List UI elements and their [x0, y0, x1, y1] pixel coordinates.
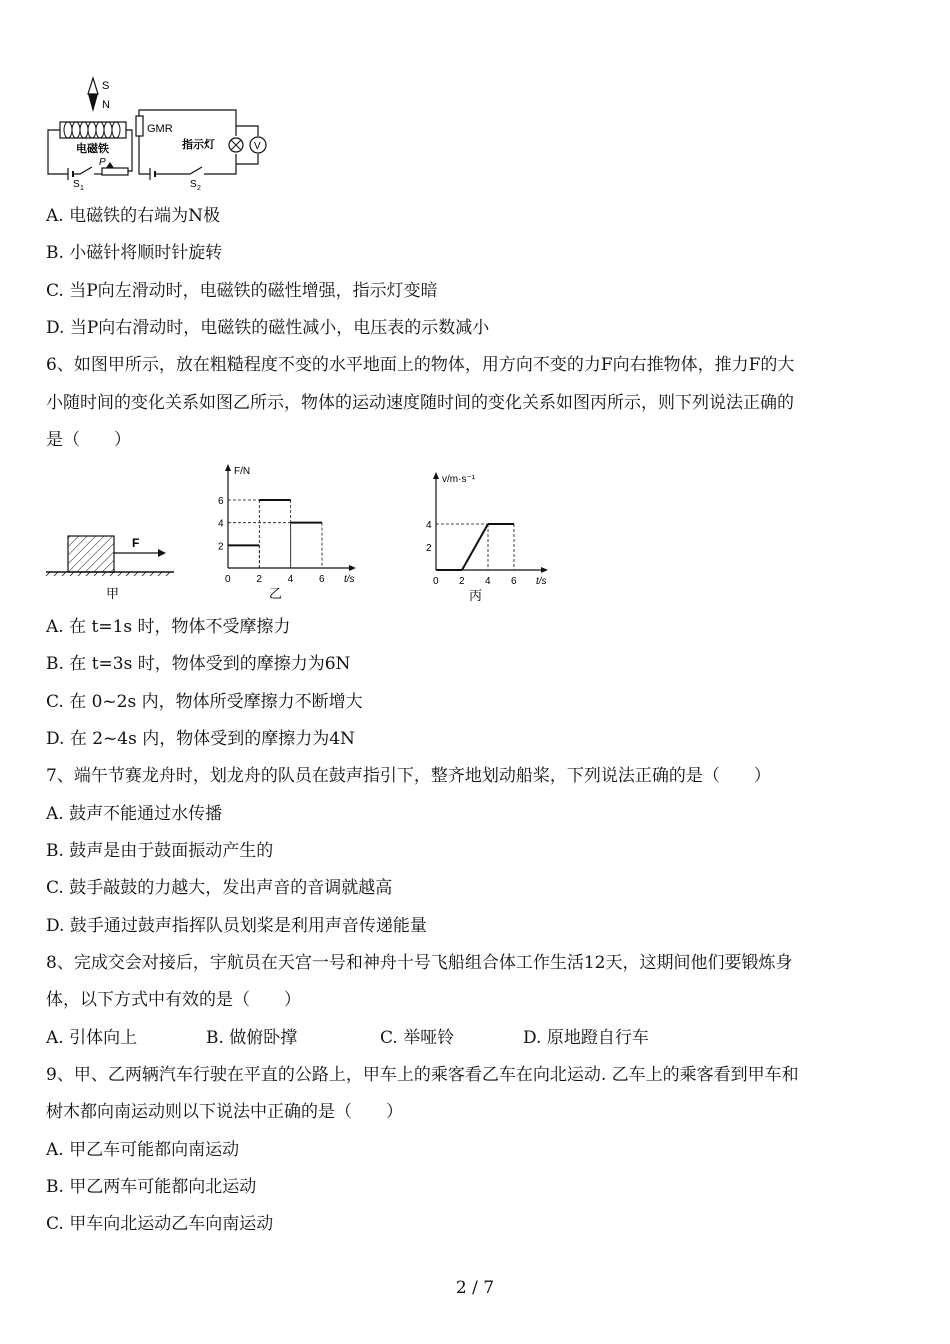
x-tick-label: 4: [287, 574, 294, 585]
q7-option-b: B. 鼓声是由于鼓面振动产生的: [46, 841, 274, 861]
q8-option-c: C. 举哑铃: [380, 1028, 455, 1048]
chart-yi: [204, 460, 384, 606]
x-axis-arrow: [349, 565, 356, 571]
q8-option-d: D. 原地蹬自行车: [523, 1028, 649, 1048]
q5-option-a: A. 电磁铁的右端为N极: [46, 206, 220, 226]
y-tick-label: 4: [426, 520, 432, 531]
x-axis-label: t/s: [344, 574, 355, 585]
circuit-figure: [40, 74, 270, 192]
slider-label: P: [99, 157, 106, 168]
switch2-label: S: [190, 179, 197, 190]
y-axis-label: F/N: [234, 466, 251, 477]
q9-stem-line-1: 9、甲、乙两辆汽车行驶在平直的公路上，甲车上的乘客看乙车在向北运动. 乙车上的乘客看到甲车和: [46, 1065, 799, 1085]
x-tick-label: 2: [256, 574, 262, 585]
y-tick-label: 2: [426, 543, 432, 554]
switch2-sub: 2: [197, 185, 201, 192]
x-tick-label: 2: [459, 576, 465, 587]
compass-n-label: N: [102, 99, 110, 111]
q6-option-d: D. 在 2~4s 内，物体受到的摩擦力为4N: [46, 729, 355, 749]
q9-option-b: B. 甲乙两车可能都向北运动: [46, 1177, 257, 1197]
force-label: F: [132, 536, 140, 550]
data-line-segment: [462, 524, 488, 570]
q6-stem-line-3: 是（ ）: [46, 430, 131, 450]
x-tick-label: 6: [319, 574, 325, 585]
gmr-label: GMR: [147, 123, 173, 135]
q8-option-a: A. 引体向上: [46, 1028, 138, 1048]
q8-option-b: B. 做俯卧撑: [206, 1028, 298, 1048]
q7-option-a: A. 鼓声不能通过水传播: [46, 804, 223, 824]
q6-option-b: B. 在 t=3s 时，物体受到的摩擦力为6N: [46, 654, 351, 674]
block: [68, 536, 114, 572]
voltmeter-label: V: [254, 141, 261, 152]
q8-stem-line-1: 8、完成交会对接后，宇航员在天宫一号和神舟十号飞船组合体工作生活12天，这期间他们要锻炼身: [46, 953, 793, 973]
q7-option-c: C. 鼓手敲鼓的力越大，发出声音的音调就越高: [46, 878, 393, 898]
chart-bing: [416, 472, 576, 606]
q9-stem-line-2: 树木都向南运动则以下说法中正确的是（ ）: [46, 1102, 403, 1122]
q7-stem: 7、端午节赛龙舟时，划龙舟的队员在鼓声指引下，整齐地划动船桨，下列说法正确的是（ ）: [46, 766, 771, 786]
x-axis-label: t/s: [536, 576, 547, 587]
q6-stem-line-1: 6、如图甲所示，放在粗糙程度不变的水平地面上的物体，用方向不变的力F向右推物体，推力F的大: [46, 355, 795, 375]
page-number: 2 / 7: [455, 1278, 495, 1298]
y-axis-arrow: [433, 472, 439, 479]
y-tick-label: 2: [218, 541, 224, 553]
switch1-sub: 1: [80, 185, 84, 192]
q5-option-b: B. 小磁针将顺时针旋转: [46, 243, 223, 263]
indicator-label: 指示灯: [182, 139, 215, 151]
x-tick-label: 4: [485, 576, 491, 587]
q9-option-a: A. 甲乙车可能都向南运动: [46, 1140, 240, 1160]
x-tick-label: 0: [433, 576, 439, 587]
electromagnet-label: 电磁铁: [76, 143, 109, 155]
q7-option-d: D. 鼓手通过鼓声指挥队员划桨是利用声音传递能量: [46, 916, 427, 936]
y-axis-label: v/m·s⁻¹: [442, 474, 476, 485]
q6-option-a: A. 在 t=1s 时，物体不受摩擦力: [46, 617, 291, 637]
switch1-label: S: [73, 179, 80, 190]
y-tick-label: 4: [218, 518, 224, 530]
q8-stem-line-2: 体，以下方式中有效的是（ ）: [46, 990, 301, 1010]
q5-option-c: C. 当P向左滑动时，电磁铁的磁性增强，指示灯变暗: [46, 281, 438, 301]
compass-s-label: S: [102, 80, 110, 92]
q6-option-c: C. 在 0~2s 内，物体所受摩擦力不断增大: [46, 692, 363, 712]
x-tick-label: 0: [225, 574, 231, 585]
chart-caption: 丙: [469, 588, 483, 603]
q9-option-c: C. 甲车向北运动乙车向南运动: [46, 1214, 274, 1234]
q8-options: [46, 1027, 649, 1049]
chart-caption: 乙: [269, 586, 283, 601]
q6-stem-line-2: 小随时间的变化关系如图乙所示，物体的运动速度随时间的变化关系如图丙所示，则下列说法正确的: [46, 393, 794, 413]
y-axis-arrow: [225, 464, 231, 471]
figure-jia: [44, 528, 184, 604]
y-tick-label: 6: [218, 496, 224, 507]
figure-jia-caption: 甲: [106, 586, 120, 601]
x-axis-arrow: [541, 567, 548, 573]
x-tick-label: 6: [511, 576, 517, 587]
q5-option-d: D. 当P向右滑动时，电磁铁的磁性减小，电压表的示数减小: [46, 318, 490, 338]
